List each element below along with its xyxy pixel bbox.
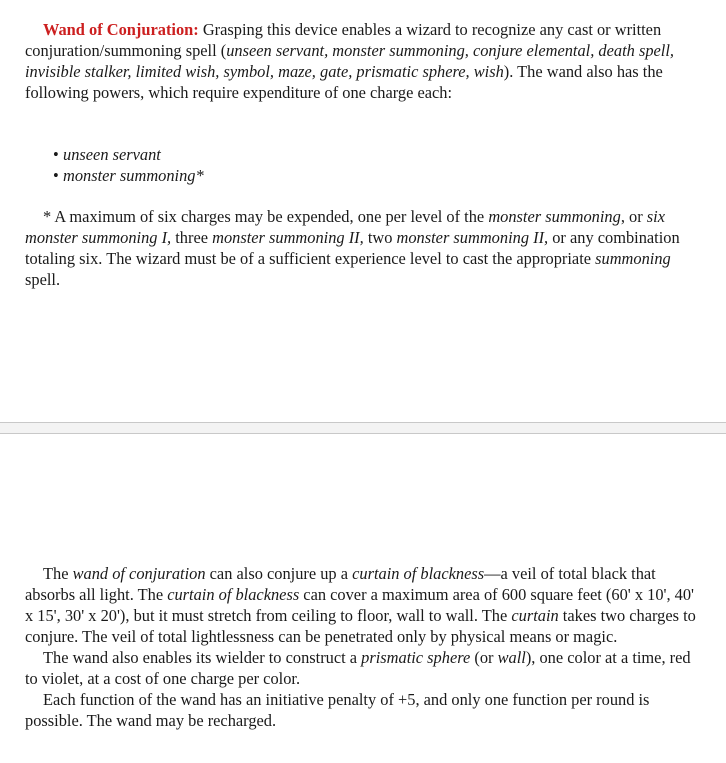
bullet-icon: • [53, 166, 59, 185]
italic-run: monster summoning II, [396, 228, 549, 247]
paragraph-text: The wand of conjuration can also conjure up a curtain of blackness—a veil of total black that absorbs all light. The curtain of blackness can cover a maximum area of 600 square feet (60' x 10', 40' x 15', 30' x 20'), but it must stretch from ceiling to floor, wall to wall. The curtain takes two charges to conjure. The veil of total lightlessness can be penetrated only by physical means or magic. [25, 564, 696, 646]
paragraph-text: Each function of the wand has an initiative penalty of +5, and only one function per round is possible. The wand may be recharged. [25, 690, 650, 730]
italic-run: curtain of blackness [352, 564, 485, 583]
document-page-1 [25, 19, 705, 290]
document-page-2 [25, 563, 705, 731]
italic-run: unseen servant, monster summoning, conjure elemental, death spell, invisible stalker, limited wish, symbol, maze, gate, prismatic sphere, wish [25, 41, 674, 81]
italic-run: summoning [595, 249, 671, 268]
intro-text: Grasping this device enables a wizard to recognize any cast or written conjuration/summoning spell (unseen servant, monster summoning, conjure elemental, death spell, invisible stalker, limited wish, symbol, maze, gate, prismatic sphere, wish). The wand also has the following powers, which require expenditure of one charge each: [25, 20, 674, 102]
italic-run: wall [497, 648, 526, 667]
italic-run: monster summoning [488, 207, 621, 226]
list-item [25, 144, 705, 165]
list-item-text: unseen servant [63, 145, 161, 164]
body-paragraph [25, 647, 705, 689]
list-item-text: monster summoning* [63, 166, 204, 185]
italic-run: curtain of blackness [167, 585, 300, 604]
italic-run: monster summoning II, [212, 228, 364, 247]
intro-paragraph [25, 19, 705, 103]
item-title: Wand of Conjuration: [43, 20, 199, 39]
italic-run: wand of conjuration [72, 564, 206, 583]
body-paragraph [25, 689, 705, 731]
bullet-icon: • [53, 145, 59, 164]
italic-run: prismatic sphere [361, 648, 471, 667]
page-divider [0, 422, 726, 434]
body-paragraph [25, 563, 705, 647]
list-item [25, 165, 705, 186]
powers-list [25, 144, 705, 186]
footnote-text: * A maximum of six charges may be expended, one per level of the monster summoning, or six monster summoning I, three monster summoning II, two monster summoning II, or any combination totaling six. The wizard must be of a sufficient experience level to cast the appropriate summoning spell. [25, 207, 680, 289]
italic-run: curtain [511, 606, 559, 625]
footnote-paragraph [25, 206, 705, 290]
paragraph-text: The wand also enables its wielder to construct a prismatic sphere (or wall), one color at a time, red to violet, at a cost of one charge per color. [25, 648, 691, 688]
italic-run: six monster summoning I, [25, 207, 665, 247]
